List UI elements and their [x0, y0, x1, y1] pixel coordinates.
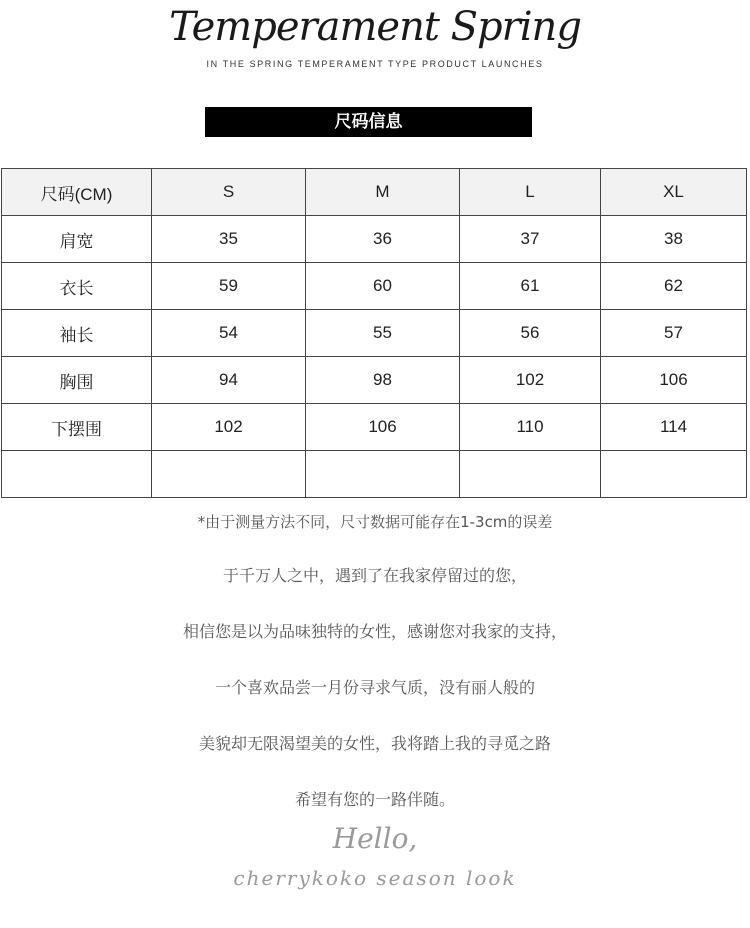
table-cell: 114	[601, 404, 747, 451]
table-cell: 60	[306, 263, 460, 310]
signature-hello: Hello,	[332, 822, 418, 855]
measurement-note: *由于测量方法不同，尺寸数据可能存在1-3cm的误差	[197, 513, 553, 531]
table-row	[2, 404, 747, 451]
section-title: 尺码信息	[205, 107, 532, 137]
table-cell: 54	[152, 310, 306, 357]
row-label: 胸围	[2, 357, 152, 404]
table-cell: 35	[152, 216, 306, 263]
poem-line: 一个喜欢品尝一月份寻求气质，没有丽人般的	[214, 678, 535, 697]
header-cell-l: L	[460, 169, 601, 216]
table-cell: 59	[152, 263, 306, 310]
header-cell-s: S	[152, 169, 306, 216]
table-cell: 38	[601, 216, 747, 263]
table-cell	[306, 451, 460, 498]
row-label: 下摆围	[2, 404, 152, 451]
table-cell: 106	[601, 357, 747, 404]
table-cell: 94	[152, 357, 306, 404]
table-cell: 56	[460, 310, 601, 357]
row-label: 袖长	[2, 310, 152, 357]
size-chart-table	[1, 168, 747, 498]
table-cell: 55	[306, 310, 460, 357]
row-label	[2, 451, 152, 498]
table-cell: 61	[460, 263, 601, 310]
poem-line: 美貌却无限渴望美的女性，我将踏上我的寻觅之路	[198, 734, 551, 753]
table-cell: 98	[306, 357, 460, 404]
table-cell: 110	[460, 404, 601, 451]
table-cell	[152, 451, 306, 498]
table-cell: 102	[152, 404, 306, 451]
brand-title: Temperament Spring	[169, 4, 581, 50]
table-row-empty	[2, 451, 747, 498]
signature-tagline: cherrykoko season look	[233, 866, 517, 890]
table-row	[2, 216, 747, 263]
table-cell: 102	[460, 357, 601, 404]
row-label: 肩宽	[2, 216, 152, 263]
table-cell: 62	[601, 263, 747, 310]
table-row	[2, 357, 747, 404]
brand-subtitle: IN THE SPRING TEMPERAMENT TYPE PRODUCT LAUNCHES	[206, 59, 544, 69]
table-cell: 37	[460, 216, 601, 263]
table-cell	[460, 451, 601, 498]
table-cell: 36	[306, 216, 460, 263]
table-cell	[601, 451, 747, 498]
table-header-row	[2, 169, 747, 216]
table-row	[2, 310, 747, 357]
header-cell-m: M	[306, 169, 460, 216]
poem-line: 于千万人之中，遇到了在我家停留过的您，	[222, 566, 527, 585]
table-row	[2, 263, 747, 310]
header-cell-size: 尺码(CM)	[2, 169, 152, 216]
header-cell-xl: XL	[601, 169, 747, 216]
poem-line: 希望有您的一路伴随。	[294, 790, 455, 809]
poem-line: 相信您是以为品味独特的女性，感谢您对我家的支持，	[182, 622, 567, 641]
table-cell: 57	[601, 310, 747, 357]
table-cell: 106	[306, 404, 460, 451]
row-label: 衣长	[2, 263, 152, 310]
